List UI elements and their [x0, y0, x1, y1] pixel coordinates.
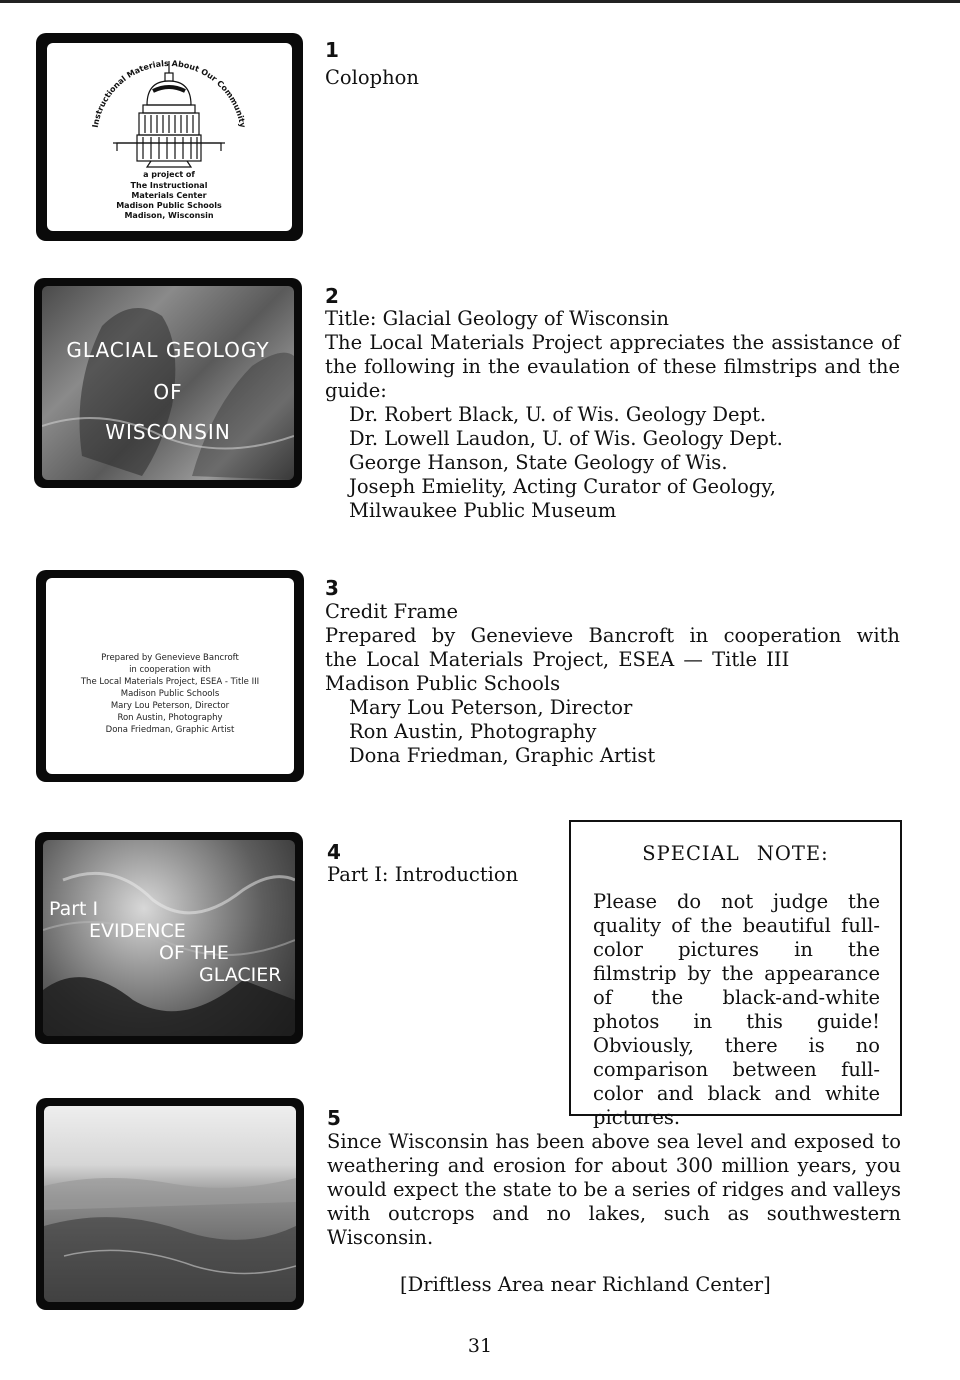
- image-title-line: OF THE: [159, 942, 229, 964]
- frame-3-credit: Dona Friedman, Graphic Artist: [349, 744, 656, 767]
- frame-3-body-last: Madison Public Schools: [325, 672, 561, 695]
- frame-2-person: Dr. Robert Black, U. of Wis. Geology Dept.: [349, 403, 767, 426]
- frame-3-credit: Mary Lou Peterson, Director: [349, 696, 633, 719]
- image-title-line: GLACIAL GEOLOGY: [66, 338, 270, 362]
- logo-line: Materials Center: [131, 191, 207, 200]
- frame-3-image: [36, 570, 304, 782]
- driftless-photo: [44, 1106, 296, 1302]
- credit-card-line: Ron Austin, Photography: [117, 713, 223, 723]
- credit-card: [46, 578, 294, 774]
- frame-3-body: Prepared by Genevieve Bancroft in cooperation with the Local Materials Project, ESEA — Title III: [325, 624, 900, 671]
- frame-2-person: Dr. Lowell Laudon, U. of Wis. Geology Dept.: [349, 427, 783, 450]
- credit-card-line: The Local Materials Project, ESEA - Title III: [80, 677, 260, 687]
- image-title-line: EVIDENCE: [89, 920, 186, 942]
- credit-card-line: Dona Friedman, Graphic Artist: [105, 725, 235, 735]
- frame-2-body: The Local Materials Project appreciates the assistance of the following in the evaulation of these filmstrips and the guide:: [325, 331, 900, 402]
- frame-4-title: Part I: Introduction: [327, 863, 519, 886]
- frame-2-number: 2: [325, 284, 339, 308]
- credit-card-line: Madison Public Schools: [120, 689, 220, 699]
- top-rule: [0, 0, 960, 3]
- logo-line: a project of: [143, 170, 195, 179]
- frame-5-number: 5: [327, 1106, 341, 1130]
- special-note-title: SPECIAL NOTE:: [642, 842, 829, 865]
- landscape-illustration: [44, 1106, 296, 1302]
- frame-1-number: 1: [325, 38, 339, 62]
- frame-4-number: 4: [327, 840, 341, 864]
- frame-4-image: [35, 832, 303, 1044]
- image-title-line: WISCONSIN: [105, 420, 231, 444]
- credit-card-line: in cooperation with: [129, 665, 211, 675]
- credit-card-line: Prepared by Genevieve Bancroft: [101, 653, 239, 663]
- frame-3-credit: Ron Austin, Photography: [349, 720, 597, 743]
- frame-2-image: [34, 278, 302, 488]
- logo-line: The Instructional: [130, 181, 208, 190]
- special-note-box: [569, 820, 902, 1129]
- frame-3-number: 3: [325, 576, 339, 600]
- frame-5-caption: [Driftless Area near Richland Center]: [400, 1273, 771, 1296]
- logo-line: Madison Public Schools: [116, 201, 222, 210]
- logo-line: Madison, Wisconsin: [124, 211, 214, 220]
- page-number: 31: [467, 1335, 493, 1357]
- frame-5-image: [36, 1098, 304, 1310]
- capitol-logo: [47, 43, 292, 231]
- frame-5-body: Since Wisconsin has been above sea level and exposed to weathering and erosion for about 300 million years, you would expect the state to be a series of ridges and valleys with outcrops and no lakes, such as southwestern Wisconsin.: [327, 1130, 901, 1249]
- credit-card-line: Mary Lou Peterson, Director: [110, 701, 230, 711]
- frame-2-person: Joseph Emielity, Acting Curator of Geology,: [349, 475, 776, 498]
- frame-1-image: [36, 33, 303, 241]
- logo-card: [47, 43, 292, 231]
- frame-3-title: Credit Frame: [325, 600, 459, 623]
- logo-arc-text: Instructional Materials About Our Community: [90, 58, 248, 129]
- frame-2-person: Milwaukee Public Museum: [349, 499, 617, 522]
- special-note-body: Please do not judge the quality of the beautiful full-color pictures in the filmstrip by the appearance of the black-and-white photos in this guide! Obviously, there is no comparison between full-color and black and white pictures.: [593, 890, 880, 1129]
- rock-photo: [43, 840, 295, 1036]
- image-title-line: OF: [153, 380, 183, 404]
- frame-2-title: Title: Glacial Geology of Wisconsin: [325, 307, 669, 330]
- frame-2-person: George Hanson, State Geology of Wis.: [349, 451, 728, 474]
- frame-1-title: Colophon: [325, 66, 419, 89]
- glacial-photo: [42, 286, 294, 480]
- image-title-line: GLACIER: [199, 964, 282, 986]
- image-title-line: Part I: [49, 898, 99, 920]
